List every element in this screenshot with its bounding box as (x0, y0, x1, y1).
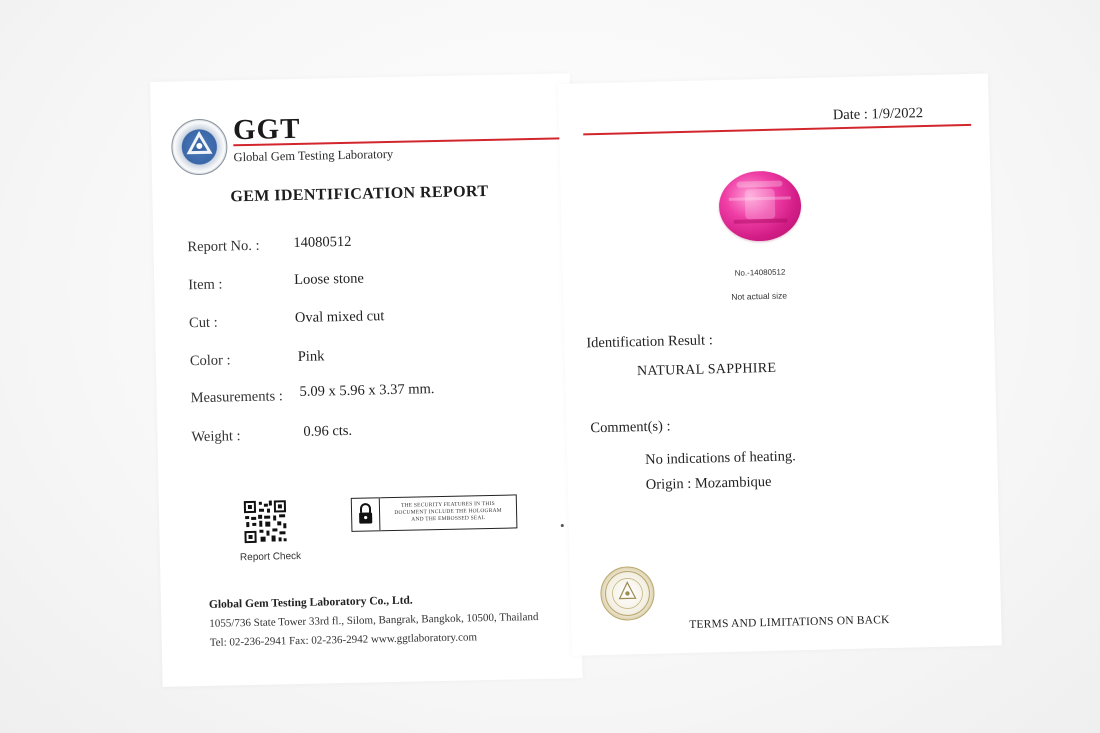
cut-value: Oval mixed cut (294, 308, 385, 327)
item-value: Loose stone (294, 270, 365, 289)
company-contact: Tel: 02-236-2941 Fax: 02-236-2942 www.ggtlaboratory.com (209, 631, 478, 649)
header-rule-right (583, 124, 971, 135)
cut-label: Cut : (188, 314, 218, 332)
brand-subtitle: Global Gem Testing Laboratory (233, 146, 394, 165)
company-address: 1055/736 State Tower 33rd fl., Silom, Bangrak, Bangkok, 10500, Thailand (209, 610, 539, 630)
security-line-2: DOCUMENT INCLUDE THE HOLOGRAM (394, 507, 502, 516)
color-value: Pink (297, 348, 325, 365)
gemstone-photo (718, 170, 802, 242)
security-line-1: THE SECURITY FEATURES IN THIS (400, 500, 495, 509)
gem-photo-number: No.-14080512 (734, 267, 786, 278)
measurements-value: 5.09 x 5.96 x 3.37 mm. (299, 381, 435, 400)
report-left-page (150, 73, 583, 687)
embossed-seal-icon (600, 566, 655, 621)
comment-heating: No indications of heating. (645, 448, 796, 468)
color-label: Color : (189, 352, 231, 370)
identification-result: NATURAL SAPPHIRE (636, 360, 777, 380)
gem-size-note: Not actual size (731, 290, 788, 302)
terms-notice: TERMS AND LIMITATIONS ON BACK (689, 614, 890, 631)
comment-origin: Origin : Mozambique (645, 473, 772, 493)
comments-label: Comment(s) : (590, 418, 671, 437)
report-check-caption: Report Check (239, 550, 302, 564)
qr-code-icon[interactable] (243, 499, 288, 544)
company-name: Global Gem Testing Laboratory Co., Ltd. (208, 594, 413, 611)
security-notice-text (384, 501, 512, 525)
report-number-value: 14080512 (293, 233, 352, 252)
weight-label: Weight : (191, 428, 241, 446)
identification-label: Identification Result : (586, 332, 713, 352)
security-line-3: AND THE EMBOSSED SEAL (411, 515, 486, 523)
weight-value: 0.96 cts. (303, 422, 353, 440)
lock-icon-cell (352, 498, 381, 531)
report-right-page (558, 73, 1002, 655)
lock-icon (352, 498, 380, 531)
item-label: Item : (188, 276, 223, 294)
report-date: Date : 1/9/2022 (832, 105, 924, 124)
security-notice (351, 494, 518, 531)
report-number-label: Report No. : (187, 237, 260, 256)
measurements-label: Measurements : (190, 388, 283, 407)
ggt-seal-logo (171, 118, 228, 175)
report-title: GEM IDENTIFICATION REPORT (230, 182, 489, 206)
fold-mark (561, 524, 564, 527)
brand-name: GGT (232, 112, 301, 147)
